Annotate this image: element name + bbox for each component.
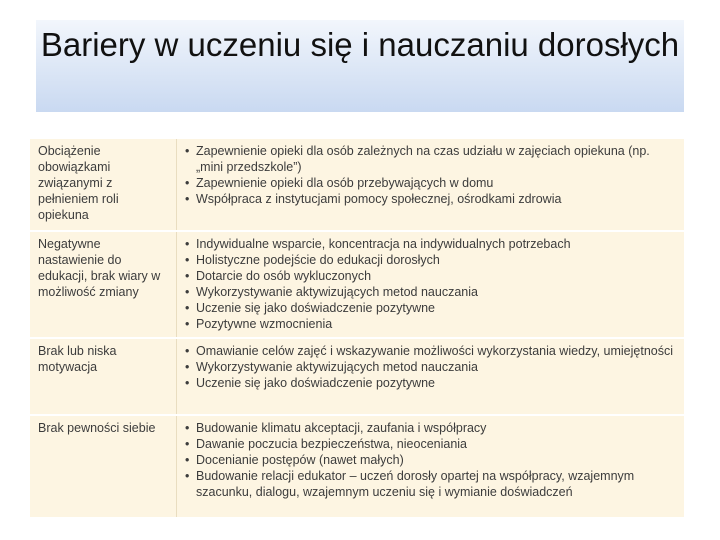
barriers-table-container	[30, 139, 684, 517]
list-item: • Holistyczne podejście do edukacji dorosłych	[185, 252, 678, 268]
table-row	[30, 231, 684, 338]
list-item: • Uczenie się jako doświadczenie pozytywne	[185, 300, 678, 316]
list-item: • Omawianie celów zajęć i wskazywanie możliwości wykorzystania wiedzy, umiejętności	[185, 343, 678, 359]
remedies-list	[185, 236, 678, 332]
list-item: • Zapewnienie opieki dla osób zależnych na czas udziału w zajęciach opiekuna (np. „mini przedszkole”)	[185, 143, 678, 175]
title-banner	[36, 20, 684, 112]
list-item: • Uczenie się jako doświadczenie pozytywne	[185, 375, 678, 391]
list-item: • Docenianie postępów (nawet małych)	[185, 452, 678, 468]
table-row	[30, 139, 684, 231]
list-item: • Pozytywne wzmocnienia	[185, 316, 678, 332]
barriers-table	[30, 139, 684, 517]
remedies-cell	[177, 139, 685, 231]
list-item: • Zapewnienie opieki dla osób przebywających w domu	[185, 175, 678, 191]
remedies-list	[185, 420, 678, 500]
remedies-list	[185, 343, 678, 391]
table-row	[30, 415, 684, 517]
barrier-cell: Brak pewności siebie	[30, 415, 177, 517]
list-item: • Współpraca z instytucjami pomocy społecznej, ośrodkami zdrowia	[185, 191, 678, 207]
list-item: • Wykorzystywanie aktywizujących metod nauczania	[185, 284, 678, 300]
remedies-cell	[177, 231, 685, 338]
list-item: • Dotarcie do osób wykluczonych	[185, 268, 678, 284]
table-row	[30, 338, 684, 415]
list-item: • Indywidualne wsparcie, koncentracja na indywidualnych potrzebach	[185, 236, 678, 252]
barrier-cell: Brak lub niska motywacja	[30, 338, 177, 415]
list-item: • Budowanie relacji edukator – uczeń dorosły opartej na współpracy, wzajemnym szacunku, dialogu, wzajemnym uczeniu się i wymianie doświadczeń	[185, 468, 678, 500]
slide-title: Bariery w uczeniu się i nauczaniu dorosłych	[40, 26, 680, 63]
barrier-cell: Negatywne nastawienie do edukacji, brak wiary w możliwość zmiany	[30, 231, 177, 338]
barrier-cell: Obciążenie obowiązkami związanymi z pełnieniem roli opiekuna	[30, 139, 177, 231]
list-item: • Budowanie klimatu akceptacji, zaufania i współpracy	[185, 420, 678, 436]
remedies-cell	[177, 338, 685, 415]
remedies-cell	[177, 415, 685, 517]
remedies-list	[185, 143, 678, 207]
list-item: • Wykorzystywanie aktywizujących metod nauczania	[185, 359, 678, 375]
list-item: • Dawanie poczucia bezpieczeństwa, nieoceniania	[185, 436, 678, 452]
